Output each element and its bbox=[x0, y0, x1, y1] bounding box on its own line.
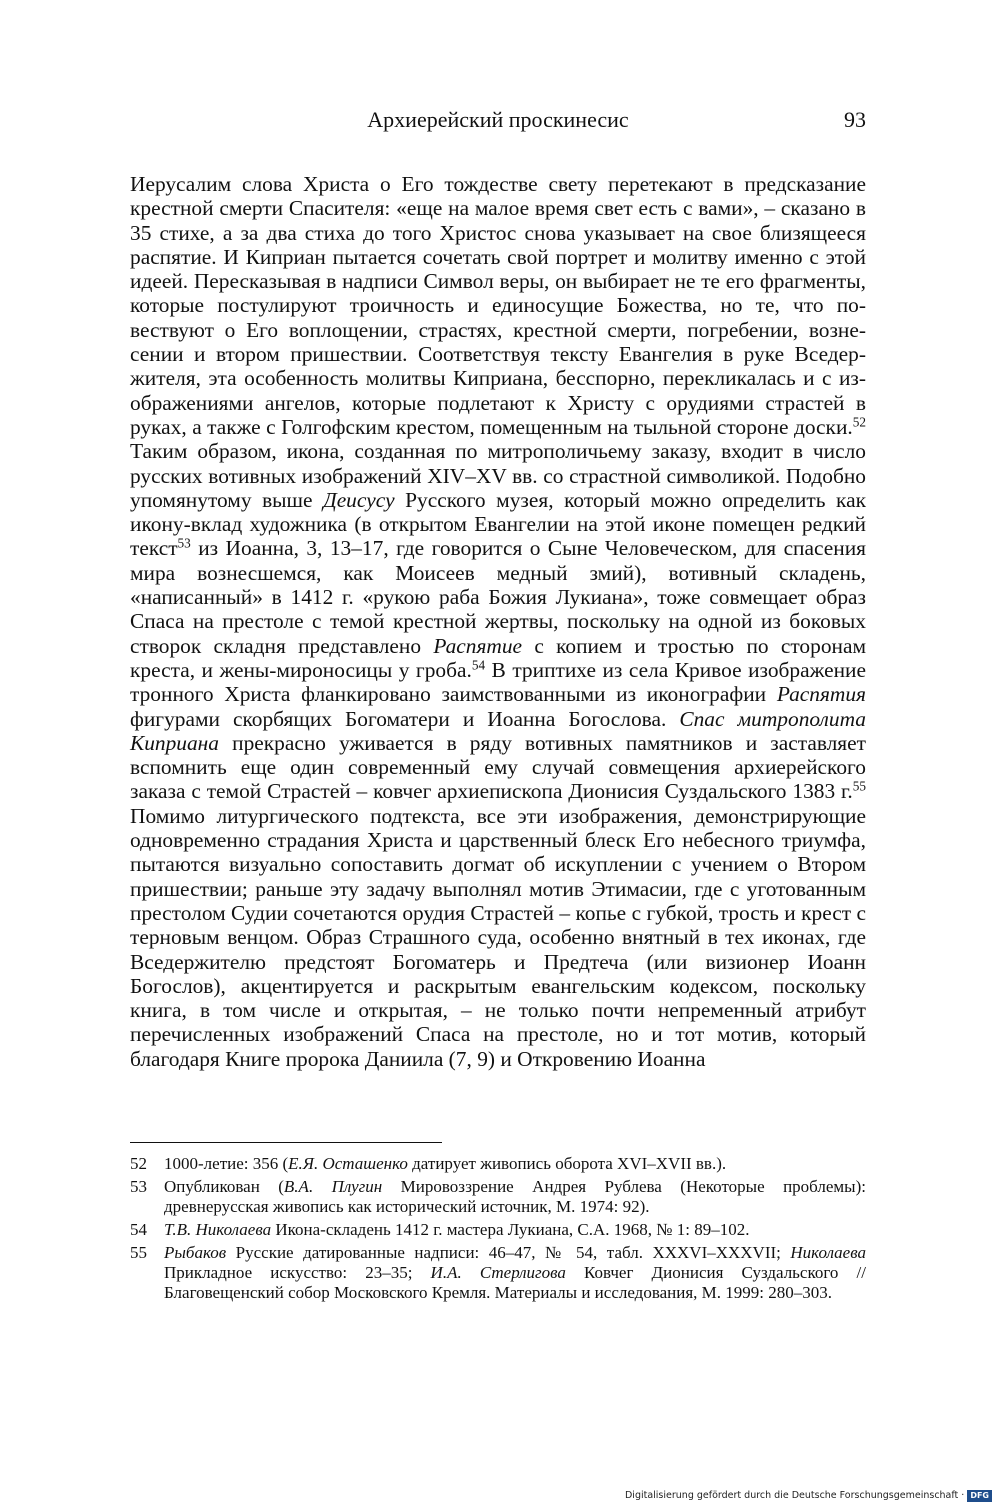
text-run: Русские датированные надписи: 46–47, № 54, табл. XXXVI–XXXVII; bbox=[226, 1243, 791, 1262]
footnote-reference: 55 bbox=[852, 779, 866, 795]
text-run: Иерусалим слова Христа о Его тождестве свету перетекают в предсказание крестной смерти Спасителя: «еще на малое время свет есть с вами», – сказано в 35 стихе, а за два стиха до того Христос снова указывает на свое близящееся распятие. И Киприан пытается сочетать свой портрет и молитву именно с этой идеей. Пересказывая в надписи Символ веры, он выбирает не те его фрагменты, которые постулируют троичность и единосущие Божества, но те, что повествуют о Его воплощении, страстях, крестной смерти, погребении, вознесении и втором пришествии. Соответствуя тексту Евангелия в руке Вседержителя, эта особенность молитвы Киприана, бесспорно, перекликалась и с изображениями ангелов, которые подлетают к Христу с орудиями страстей в руках, а также с Голгофским крестом, помещенным на тыльной стороне доски. bbox=[130, 172, 866, 439]
text-run: прекрасно уживается в ряду вотивных памятников и заставляет вспомнить еще один современный ему случай совмещения архиерейского заказа с темой Страстей – ковчег архиепископа Дионисия Суздальского 1383 г. bbox=[130, 730, 866, 804]
running-header bbox=[130, 104, 866, 136]
digitization-credit-text: Digitalisierung gefördert durch die Deutsche Forschungsgemeinschaft · bbox=[624, 1490, 965, 1501]
italic-text: Е.Я. Осташенко bbox=[288, 1154, 408, 1173]
italic-text: Т.В. Николаева bbox=[164, 1220, 272, 1239]
body-paragraph bbox=[130, 172, 866, 1071]
footnote-separator bbox=[130, 1142, 442, 1143]
text-run: с копием и тростью по сторонам креста, и жены-мироносицы у гроба. bbox=[130, 633, 866, 682]
italic-text: И.А. Стерлигова bbox=[430, 1263, 566, 1282]
footnote-text bbox=[164, 1154, 726, 1173]
text-run: 1000-летие: 356 ( bbox=[164, 1154, 289, 1173]
footnote-text bbox=[164, 1243, 866, 1302]
footnote-reference: 53 bbox=[177, 536, 191, 552]
text-run: Ковчег Дионисия Суздальского // Благовещенский собор Московского Кремля. Материалы и исследования, М. 1999: 280–303. bbox=[164, 1263, 866, 1302]
digitization-credit bbox=[625, 1489, 992, 1503]
footnote-reference: 54 bbox=[471, 657, 486, 673]
italic-text: В.А. Плугин bbox=[283, 1177, 383, 1196]
footnote-number: 55 bbox=[130, 1243, 147, 1262]
italic-text: Распятия bbox=[776, 682, 866, 707]
footnote-53 bbox=[130, 1177, 866, 1217]
text-run: В триптихе из села Кривое изображение тронного Христа фланкировано заимствованными из иконографии bbox=[130, 657, 866, 707]
running-title: Архиерейский проскинесис bbox=[367, 107, 629, 132]
italic-text: Распятие bbox=[433, 633, 523, 658]
footnote-number: 53 bbox=[130, 1177, 147, 1196]
text-run: Мировоззрение Андрея Рублева (Некоторые проблемы): древнерусская живопись как исторический источник, М. 1974: 92). bbox=[164, 1177, 866, 1216]
footnote-54 bbox=[130, 1220, 866, 1240]
dfg-logo: DFG bbox=[967, 1490, 992, 1502]
page-number: 93 bbox=[844, 107, 866, 132]
text-run: из Иоанна, 3, 13–17, где говорится о Сыне Человеческом, для спасения мира вознесшемся, как Моисеев медный змий), вотивный складень, «написанный» в 1412 г. «рукою раба Божия Лукиана», тоже совмещает образ Спаса на престоле с темой крестной жертвы, поскольку на одной из боковых створок складня представлено bbox=[130, 536, 866, 658]
footnote-number: 54 bbox=[130, 1220, 147, 1239]
italic-text: Спас митрополита Киприана bbox=[130, 706, 866, 755]
footnote-reference: 52 bbox=[852, 414, 866, 430]
text-run: Опубликован ( bbox=[164, 1177, 284, 1196]
footnote-52 bbox=[130, 1154, 866, 1174]
text-run: Таким образом, икона, созданная по митрополичьему заказу, входит в число русских вотивных изображений XIV–XV вв. со страстной символикой. Подобно упомянутому выше bbox=[130, 439, 866, 512]
italic-text: Рыбаков bbox=[164, 1243, 227, 1262]
text-run: Помимо литургического подтекста, все эти изображения, демонстрирующие одновременно страдания Христа и царственный блеск Его небесного триумфа, пытаются визуально сопоставить догмат об искуплении с учением о Втором пришествии; раньше эту задачу выполнял мотив Этимасии, где с уготованным престолом Судии сочетаются орудия Страстей – копье с губкой, трость и крест с терновым венцом. Образ Страшного суда, особенно внятный в тех иконах, где Вседержителю предстоят Богоматерь и Предтеча (или визионер Иоанн Богослов), акцентируется и раскрытым евангельским кодексом, поскольку книга, в том числе и открытая, – не только почти непременный атрибут перечисленных изображений Спаса на престоле, но и тот мотив, который благодаря Книге пророка Даниила (7, 9) и Откровению Иоанна bbox=[130, 803, 866, 1071]
footnotes bbox=[130, 1154, 866, 1306]
text-run: датирует живопись оборота XVI–XVII вв.). bbox=[407, 1154, 727, 1173]
footnote-55 bbox=[130, 1243, 866, 1303]
text-run: Прикладное искусство: 23–35; bbox=[164, 1263, 431, 1282]
footnote-text bbox=[164, 1220, 749, 1239]
text-run: фигурами скорбящих Богоматери и Иоанна Богослова. bbox=[130, 706, 680, 731]
italic-text: Деисусу bbox=[323, 487, 395, 512]
footnote-number: 52 bbox=[130, 1154, 147, 1173]
text-run: Икона-складень 1412 г. мастера Лукиана, С.А. 1968, № 1: 89–102. bbox=[271, 1220, 750, 1239]
footnote-text bbox=[164, 1177, 866, 1216]
italic-text: Николаева bbox=[790, 1243, 866, 1262]
text-run: Русского музея, который можно определить как икону-вклад художника (в открытом Евангелии на этой иконе помещен редкий текст bbox=[130, 487, 866, 561]
